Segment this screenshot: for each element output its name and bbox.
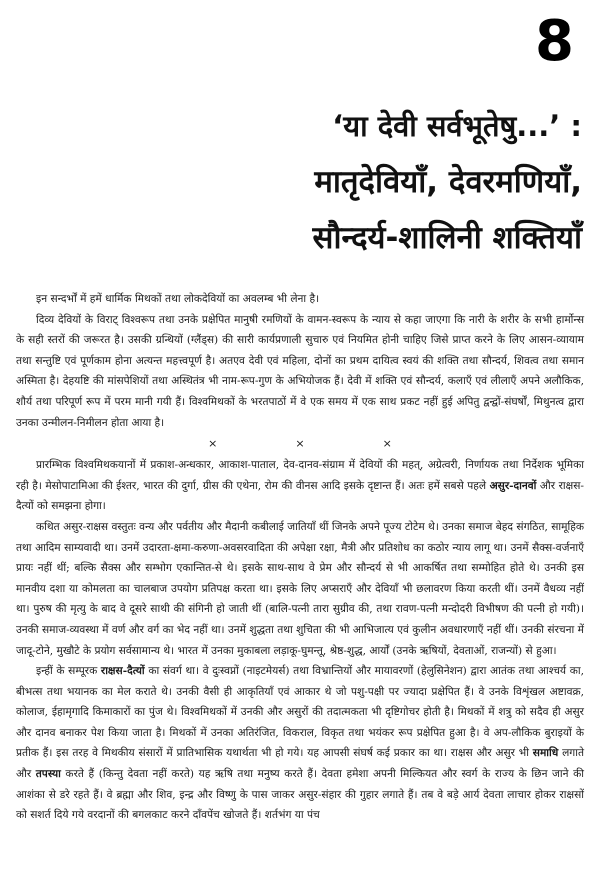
separator-mark: × <box>208 437 218 451</box>
body-text <box>16 289 584 826</box>
paragraph-5-bold-2: समाधि <box>532 747 559 760</box>
separator-mark: × <box>295 437 305 451</box>
paragraph-1-text: इन सन्दर्भों में हमें धार्मिक मिथकों तथा लोकदेवियों का अवलम्ब भी लेना है। <box>36 293 320 305</box>
paragraph-5-bold-3: तपस्या <box>35 768 61 781</box>
section-separator <box>16 433 584 455</box>
paragraph-5-text: इन्हीं के सम्पूरक <box>36 665 101 678</box>
paragraph-1 <box>16 289 584 310</box>
paragraph-3-after: और राक्षस-दैत्यों को समझना होगा। <box>16 479 585 513</box>
chapter-number: 8 <box>535 9 574 74</box>
paragraph-5 <box>16 661 584 826</box>
title-line-3: सौन्दर्य-शालिनी शक्तियाँ <box>312 220 582 256</box>
paragraph-5-bold: राक्षस-दैत्यों <box>100 665 145 678</box>
paragraph-4-text: कथित असुर-राक्षस वस्तुतः वन्य और पर्वतीय और मैदानी कबीलाई जातियाँ थीं जिनके अपने पूज्य टोटेम थे। उनका समाज बेहद संगठित, सामूहिक तथा आदिम साम्यवादी था। उनमें उदारता-क्षमा-करुणा-अवसरवादिता की अपेक्षा रक्षा, मैत्री और प्रतिशोध का कठोर न्याय लागू था। उनमें सैक्स-वर्जनाएँ प्रायः नहीं थीं; बल्कि सैक्स और सम्भोग एकान्तित-से थे। इसके साथ-साथ वे प्रेम और सौन्दर्य से भी आकर्षित तथा सम्मोहित होते थे। उनकी इस मानवीय दशा या कोमलता का चालबाज उपयोग प्रतिपक्ष करता था। इसके लिए अप्सराएँ और देवियाँ भी छलावरण किया करती थीं। उनमें वैधव्य नहीं था। पुरुष की मृत्यु के बाद वे दूसरे साथी की संगिनी हो जाती थीं (बालि-पत्नी तारा सुग्रीव की, तथा रावण-पत्नी मन्दोदरी विभीषण की पत्नी हो गयी)। उनकी समाज-व्यवस्था में वर्ण और वर्ग का भेद नहीं था। उनमें शुद्धता तथा शुचिता की भी आभिजात्य एवं कुलीन अवधारणाएँ नहीं थीं। उनकी संरचना में जादू-टोने, मुखौटे के प्रयोग सर्वसामान्य थे। भारत में उनका मुकाबला लड़ाकू-घुमन्तू, श्रेष्ठ-शुद्ध, आर्यों (उनके ऋषियों, देवताओं, राजन्यों) से हुआ। <box>16 520 584 657</box>
separator-mark: × <box>382 437 392 451</box>
title-line-1: ‘या देवी सर्वभूतेषु...’ : <box>332 109 582 143</box>
paragraph-2 <box>16 310 584 434</box>
paragraph-3-bold: असुर-दानवों <box>489 479 537 492</box>
paragraph-3 <box>16 455 584 517</box>
paragraph-5-after-2: लगाते और <box>16 747 585 781</box>
chapter-title <box>182 98 582 266</box>
title-line-2: मातृदेवियाँ, देवरमणियाँ, <box>314 164 582 200</box>
paragraph-5-after: का संवर्ग था। वे दुःस्वप्नों (नाइटमेयर्स) तथा विभ्रान्तियों और मायावरणों (हेलुसिनेशन) द्वारा आतंक तथा आश्चर्य का, बीभत्स तथा भयानक का मेल कराते थे। उनकी वैसी ही आकृतियाँ एवं आकार थे जो पशु-पक्षी पर ज्यादा प्रक्षेपित हैं। वे उनके विशृंखल अष्टावक्र, कोलाज, ईहामृगादि किमाकारों का पुंज थे। विश्वमिथकों में उनकी और असुरों की तदात्मकता भी दृष्टिगोचर होती है। मिथकों में शत्रु को सदैव ही असुर और दानव बनाकर पेश किया जाता है। मिथकों में उनका अतिरंजित, विकराल, विकृत तथा भयंकर रूप प्रक्षेपित हुआ है। वे अप-लौकिक बुराइयों के प्रतीक हैं। इस तरह वे मिथकीय संसारों में प्रातिभासिक यथार्थता भी हो गये। यह आपसी संघर्ष कई प्रकार का था। राक्षस और असुर भी <box>16 665 585 760</box>
paragraph-5-after-3: करते हैं (किन्तु देवता नहीं करते) यह ऋषि तथा मनुष्य करते हैं। देवता हमेशा अपनी मिल्कियत और स्वर्ग के राज्य के छिन जाने की आशंका से डरे रहते हैं। वे ब्रह्मा और शिव, इन्द्र और विष्णु के पास जाकर असुर-संहार की गुहार लगाते हैं। तब वे बड़े आर्य देवता लाचार होकर राक्षसों को सशर्त दिये गये वरदानों की बगलकाट करने दाँवपेंच खोजते हैं। शर्तभंग या पंच <box>16 768 584 822</box>
paragraph-3-text: प्रारम्भिक विश्वमिथकयानों में प्रकाश-अन्धकार, आकाश-पाताल, देव-दानव-संग्राम में देवियों की महत्, अग्रेत्वरी, निर्णायक तथा निर्देशक भूमिका रही है। मेसोपाटामिआ की ईश्तर, भारत की दुर्गा, ग्रीस की एथेना, रोम की वीनस आदि इसके दृष्टान्त हैं। अतः हमें सबसे पहले <box>16 459 584 492</box>
paragraph-2-text: दिव्य देवियों के विराट् विश्वरूप तथा उनके प्रक्षेपित मानुषी रमणियों के वामन-स्वरूप के न्याय से कहा जाएगा कि नारी के शरीर के सभी हार्मोन्स के सही स्तरों की जरूरत है। उसकी ग्रन्थियों (ग्लैंड्स) की सारी कार्यप्रणाली सुचारु एवं नियमित होनी चाहिए जिसे प्राप्त करने के लिए आसन-व्यायाम तथा सन्तुष्टि एवं पूर्णकाम होना अत्यन्त महत्त्वपूर्ण है। अतएव देवी एवं महिला, दोनों का प्रथम दायित्व स्वयं की शक्ति तथा सौन्दर्य, शिवत्व तथा समान अस्मिता है। देहयष्टि की मांसपेशियों तथा अस्थितंत्र भी नाम-रूप-गुण के अभियोजक हैं। देवी में शक्ति एवं सौन्दर्य, कलाएँ एवं लीलाएँ अपने अलौकिक, शौर्य तथा परिपूर्ण रूप में परम मानी गयी हैं। विश्वमिथकों के भरतपाठों में वे एक समय में एक साथ प्रकट नहीं हुई अपितु द्वन्द्वों-संघर्षों, मिथुनत्व द्वारा उनका उन्मीलन-निमीलन होता आया है। <box>16 313 584 429</box>
paragraph-4 <box>16 517 584 661</box>
